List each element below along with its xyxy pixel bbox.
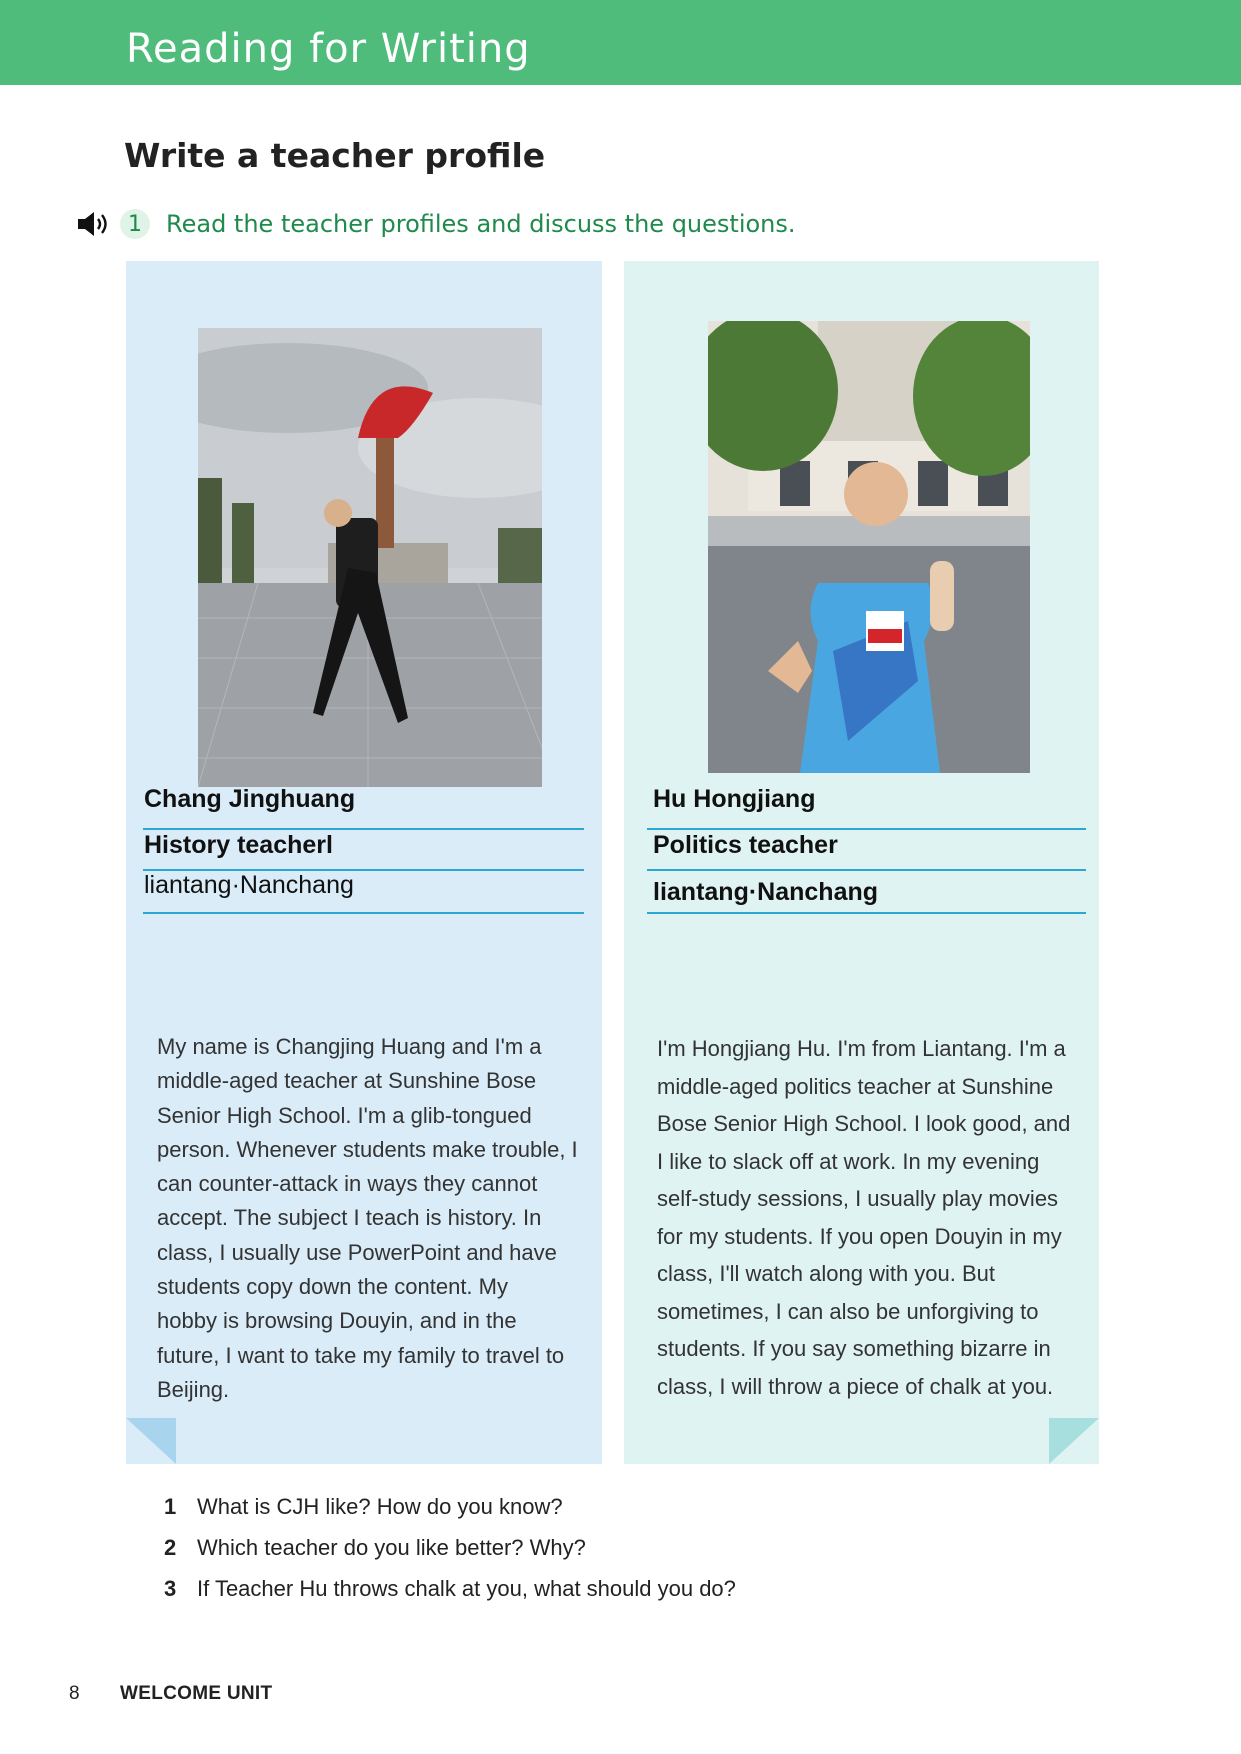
bio-line: Bose Senior High School. I look good, and — [657, 1111, 1071, 1136]
profile-card-left — [126, 261, 602, 1464]
profile-name: Chang Jinghuang — [144, 785, 356, 813]
discussion-questions — [164, 1494, 736, 1617]
task-number: 1 — [120, 209, 150, 239]
question-number: 3 — [164, 1576, 177, 1601]
divider-line — [647, 869, 1086, 871]
question-item — [164, 1494, 736, 1535]
divider-line — [143, 912, 584, 914]
banner-title: Reading for Writing — [126, 26, 531, 72]
bio-line: future, I want to take my family to travel to — [157, 1342, 565, 1368]
unit-label: WELCOME UNIT — [120, 1683, 273, 1704]
bio-line: sometimes, I can also be unforgiving to — [657, 1298, 1039, 1324]
bio-line: person. Whenever students make trouble, I — [157, 1136, 578, 1162]
profile-role: Politics teacher — [653, 831, 838, 859]
profile-hometown: liantang·Nanchang — [653, 878, 879, 906]
page-fold-decoration — [1049, 1418, 1099, 1464]
bio-line: I like to slack off at work. In my evening — [657, 1148, 1040, 1174]
profile-photo-hu — [708, 321, 1030, 773]
bio-line: accept. The subject I teach is history. In — [157, 1205, 542, 1231]
divider-line — [143, 828, 584, 830]
bio-line: hobby is browsing Douyin, and in the — [157, 1308, 517, 1334]
header-banner — [0, 0, 1241, 85]
bio-line: middle-aged teacher at Sunshine Bose — [157, 1068, 537, 1094]
profile-role: History teacherl — [144, 831, 333, 859]
profile-name: Hu Hongjiang — [653, 785, 816, 813]
bio-line: class, I usually use PowerPoint and have — [157, 1239, 557, 1265]
task-instruction — [76, 206, 796, 242]
question-number: 2 — [164, 1535, 177, 1560]
section-title: Write a teacher profile — [124, 136, 546, 175]
profile-bio — [157, 1030, 585, 1407]
profile-card-right — [624, 261, 1099, 1464]
divider-line — [647, 828, 1086, 830]
profile-photo-chang — [198, 328, 542, 787]
bio-line: can counter-attack in ways they cannot — [157, 1171, 538, 1197]
question-item — [164, 1535, 736, 1576]
divider-line — [647, 912, 1086, 914]
bio-line: Beijing. — [157, 1376, 230, 1402]
bio-line: I'm Hongjiang Hu. I'm from Liantang. I'm a — [657, 1036, 1066, 1061]
bio-line: students copy down the content. My — [157, 1274, 508, 1300]
bio-line: students. If you say something bizarre in — [657, 1336, 1051, 1361]
question-text: What is CJH like? How do you know? — [197, 1494, 563, 1519]
bio-line: Senior High School. I'm a glib-tongued — [157, 1102, 532, 1128]
task-text: Read the teacher profiles and discuss the questions. — [166, 210, 796, 238]
bio-line: for my students. If you open Douyin in my — [657, 1223, 1062, 1249]
bio-line: My name is Changjing Huang and I'm a — [157, 1034, 542, 1059]
page-fold-decoration — [126, 1418, 176, 1464]
profile-hometown: liantang·Nanchang — [144, 871, 354, 899]
question-number: 1 — [164, 1494, 177, 1519]
question-item — [164, 1576, 736, 1617]
bio-line: self-study sessions, I usually play movies — [657, 1186, 1059, 1211]
page-number: 8 — [69, 1683, 80, 1704]
bio-line: middle-aged politics teacher at Sunshine — [657, 1073, 1054, 1099]
question-text: If Teacher Hu throws chalk at you, what should you do? — [197, 1576, 736, 1601]
question-text: Which teacher do you like better? Why? — [197, 1535, 586, 1560]
speaker-icon[interactable] — [76, 210, 112, 238]
bio-line: class, I will throw a piece of chalk at you. — [657, 1373, 1054, 1399]
bio-line: class, I'll watch along with you. But — [657, 1261, 996, 1286]
profile-bio — [657, 1030, 1082, 1405]
